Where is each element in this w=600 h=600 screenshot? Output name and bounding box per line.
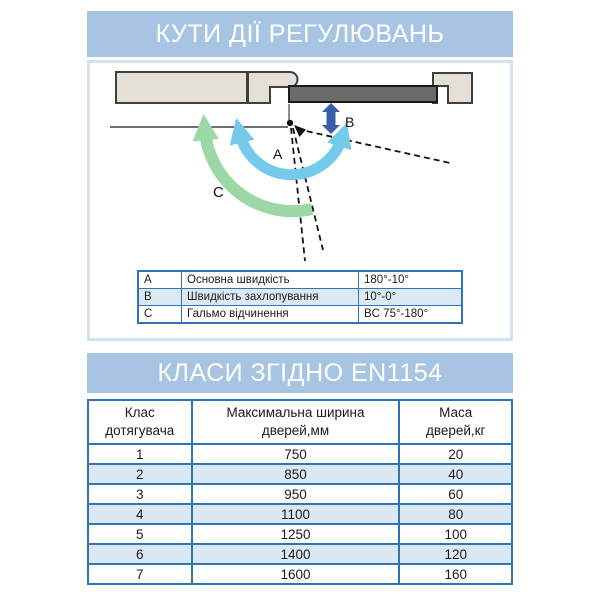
table-row: [88, 444, 512, 464]
row-key: B: [138, 289, 182, 306]
cell-width: 750: [192, 444, 400, 464]
latch-jamb: [433, 73, 472, 103]
section1-title: КУТИ ДІЇ РЕГУЛЮВАНЬ: [155, 19, 445, 48]
cell-mass: 40: [399, 464, 512, 484]
table-row: [88, 544, 512, 564]
col-header-class: Клас дотягувача: [88, 400, 192, 444]
col-header-width: Максимальна ширина дверей,мм: [192, 400, 400, 444]
row-label: Основна швидкість: [182, 271, 359, 289]
section2-title: КЛАСИ ЗГІДНО EN1154: [157, 358, 443, 387]
adjustment-row-a: [138, 271, 462, 289]
table-row: [88, 484, 512, 504]
cell-width: 850: [192, 464, 400, 484]
cell-class: 7: [88, 564, 192, 584]
cell-mass: 120: [399, 544, 512, 564]
cell-mass: 60: [399, 484, 512, 504]
cell-mass: 80: [399, 504, 512, 524]
cell-class: 6: [88, 544, 192, 564]
classes-table: [87, 399, 513, 585]
row-value: 10°-0°: [359, 289, 463, 306]
cell-class: 2: [88, 464, 192, 484]
row-label: Гальмо відчинення: [182, 306, 359, 324]
table-row: [88, 524, 512, 544]
row-label: Швидкість захлопування: [182, 289, 359, 306]
row-key: A: [138, 271, 182, 289]
cell-width: 1100: [192, 504, 400, 524]
cell-width: 1250: [192, 524, 400, 544]
adjustment-table: [137, 270, 463, 324]
pivot-point: [287, 120, 293, 126]
door-leaf: [289, 86, 437, 102]
cell-width: 950: [192, 484, 400, 504]
cell-mass: 100: [399, 524, 512, 544]
diagram-label-c: C: [213, 184, 224, 201]
dashed-line-arrowhead: [294, 125, 306, 137]
left-wall: [116, 72, 247, 103]
table-row: [88, 504, 512, 524]
row-value: 180°-10°: [359, 271, 463, 289]
adjustment-row-c: [138, 306, 462, 324]
arc-a-main-speed: [240, 134, 342, 175]
cell-width: 1600: [192, 564, 400, 584]
row-key: C: [138, 306, 182, 324]
cell-class: 5: [88, 524, 192, 544]
section2-title-bar: [87, 353, 513, 393]
diagram-label-a: A: [273, 146, 283, 162]
classes-header-row: [88, 400, 512, 444]
arrow-b-latching: [322, 103, 340, 134]
col-header-mass: Маса дверей,кг: [399, 400, 512, 444]
cell-class: 4: [88, 504, 192, 524]
diagram-label-b: B: [345, 114, 355, 130]
adjustment-row-b: [138, 289, 462, 306]
section1-title-bar: [87, 11, 513, 57]
cell-mass: 160: [399, 564, 512, 584]
cell-mass: 20: [399, 444, 512, 464]
latch-angle-dashed-line: [297, 129, 450, 163]
cell-width: 1400: [192, 544, 400, 564]
row-value: BC 75°-180°: [359, 306, 463, 324]
cell-class: 1: [88, 444, 192, 464]
table-row: [88, 464, 512, 484]
table-row: [88, 564, 512, 584]
cell-class: 3: [88, 484, 192, 504]
